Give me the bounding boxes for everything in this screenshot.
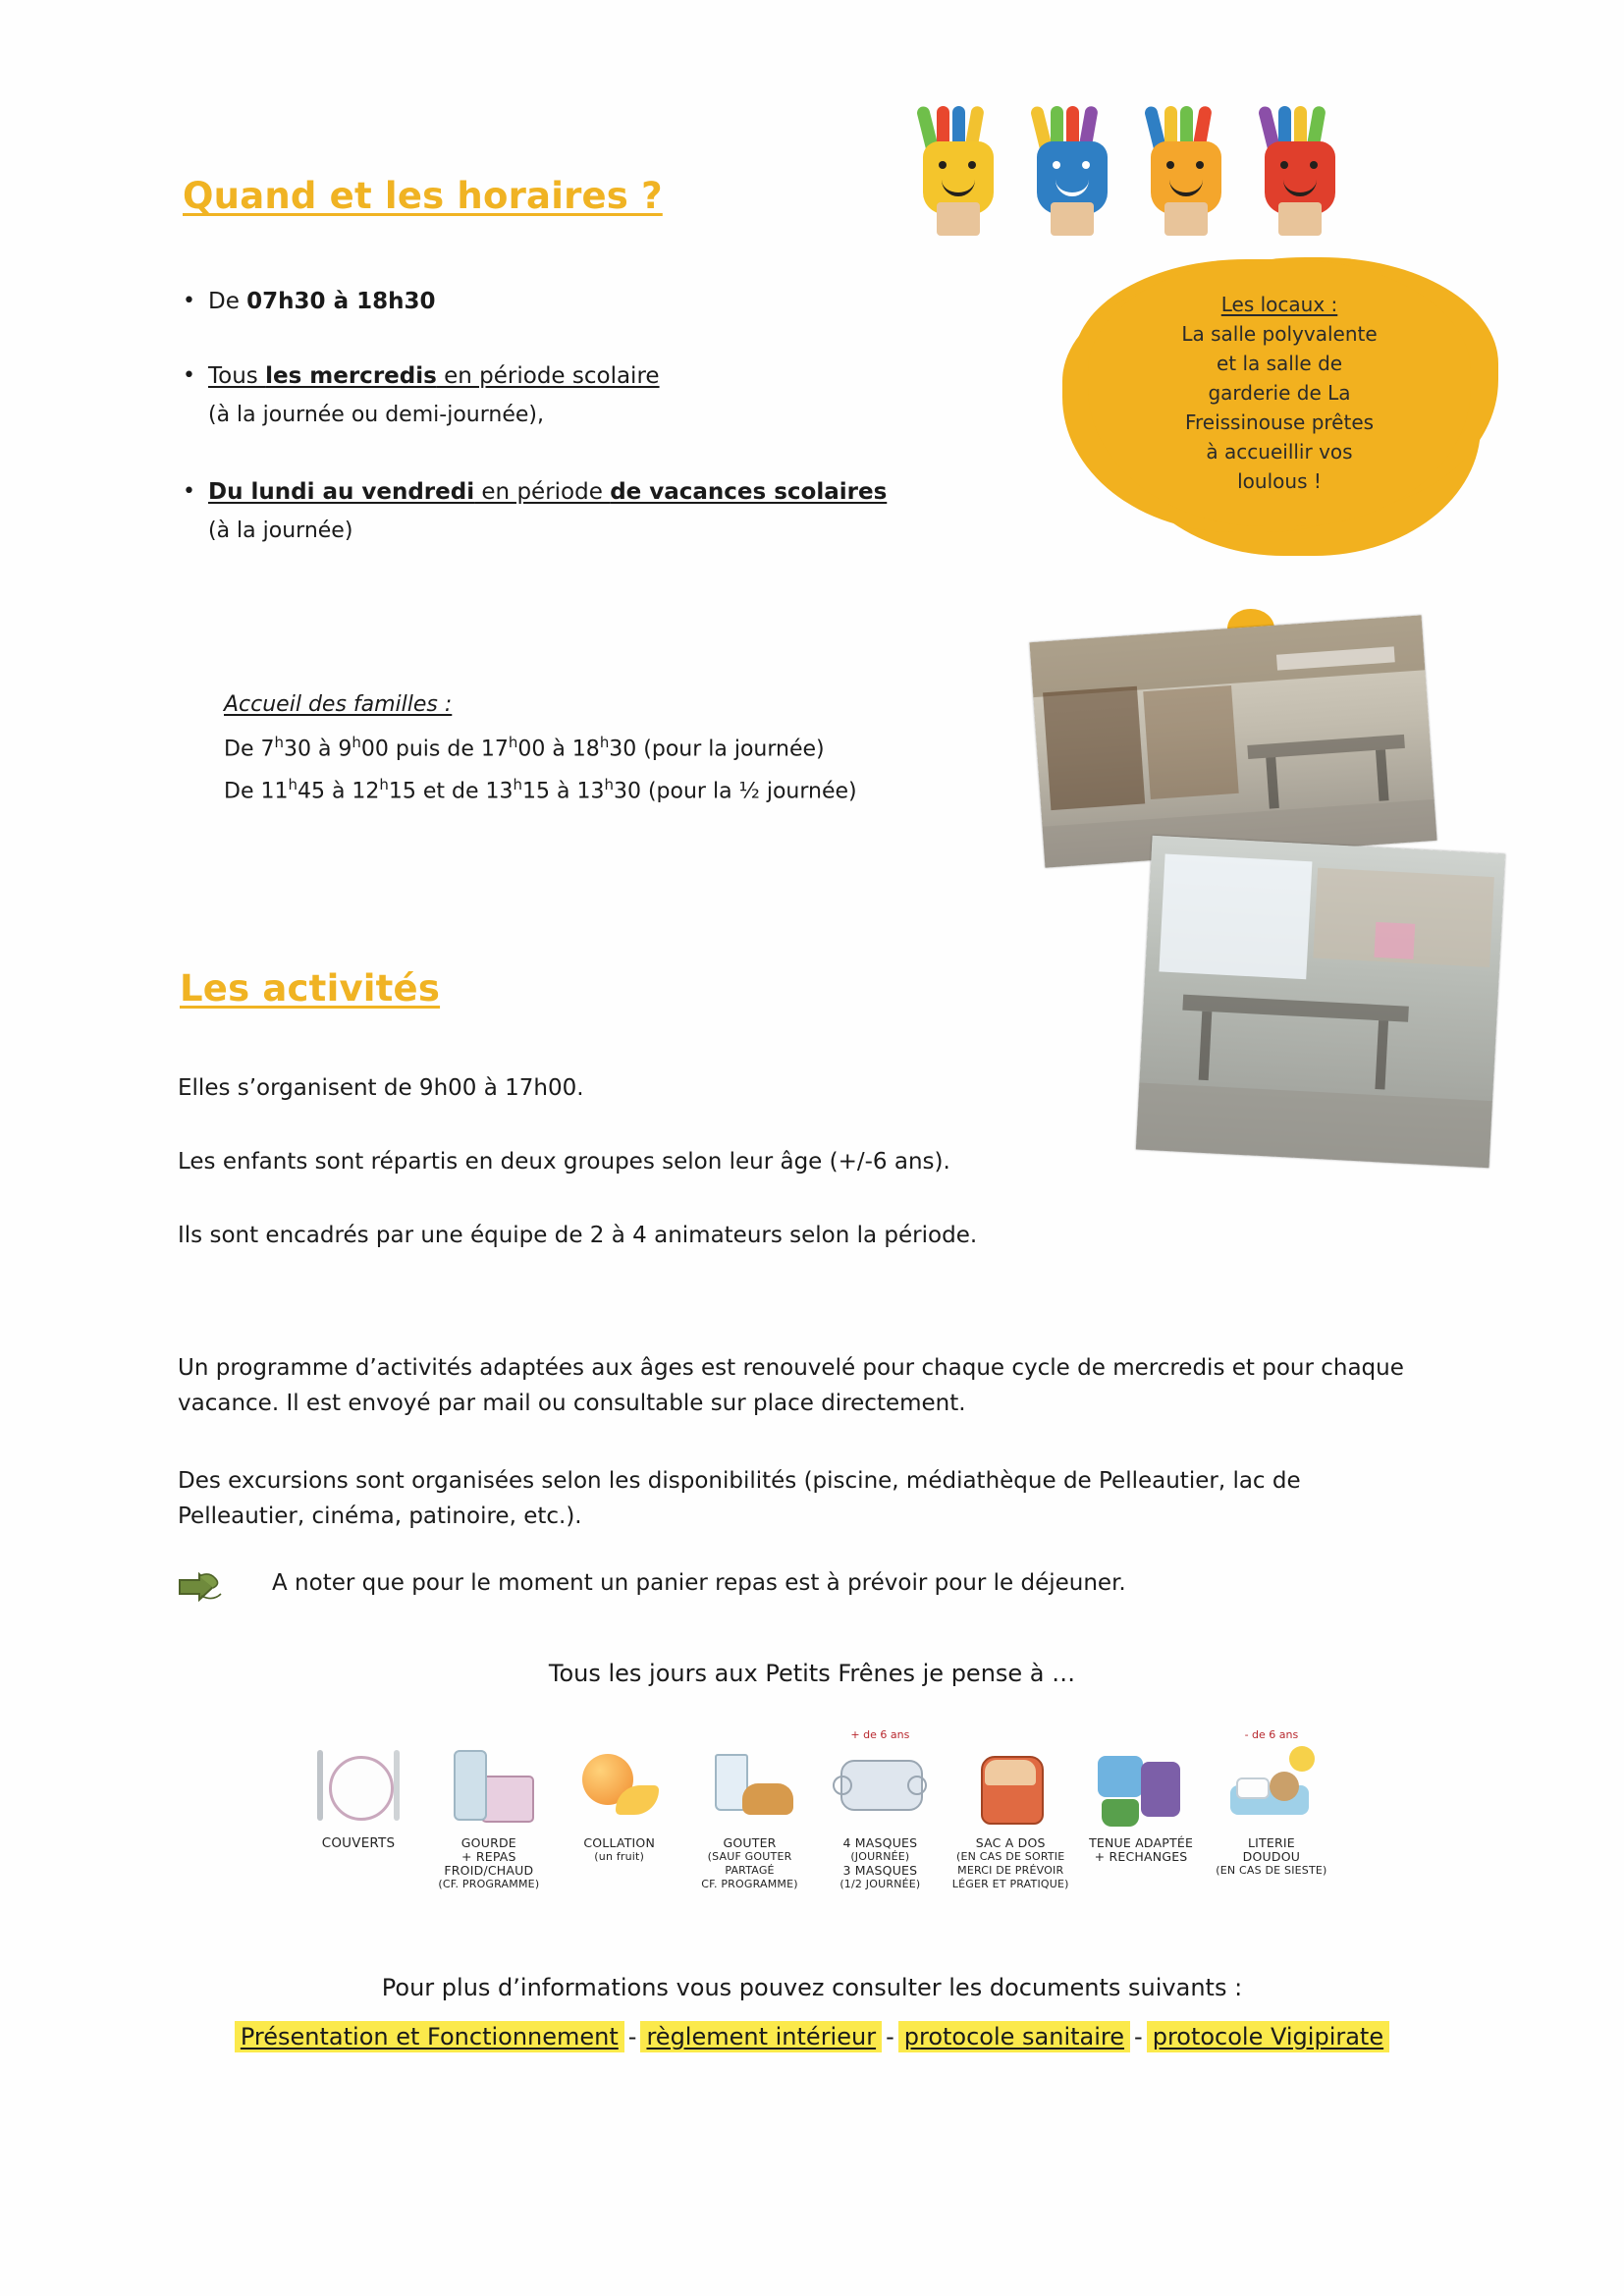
thought-bubble-locaux [1088,259,1471,526]
accueil-l2-h2: h [379,776,389,794]
activites-paragraph-3: Ils sont encadrés par une équipe de 2 à 4 animateurs selon la période. [178,1223,978,1248]
accueil-l2-h3: h [513,776,523,794]
picto-5-l3: MERCI DE PRÉVOIR [957,1864,1064,1877]
picto-1-l1: GOURDE [460,1835,516,1850]
checklist-item-literie-doudou [1208,1728,1335,1878]
picto-label-2 [583,1836,655,1864]
picto-0-l1: COUVERTS [321,1835,396,1851]
bullet-dot-icon: • [183,363,195,388]
link-protocole-sanitaire[interactable]: protocole sanitaire [898,2021,1130,2052]
clothing-icon [1094,1742,1188,1832]
bullet-text-1 [208,285,435,318]
picto-3-l2: (SAUF GOUTER [707,1850,792,1863]
bullet-2-strong: les mercredis [265,363,437,389]
backpack-icon [963,1742,1057,1832]
picto-label-7 [1216,1836,1326,1878]
picto-6-l1: TENUE ADAPTÉE [1089,1835,1194,1850]
activites-paragraph-4: Un programme d’activités adaptées aux âges est renouvelé pour chaque cycle de mercredis et pour chaque vacance. Il est envoyé par mail ou consultable sur place directement. [178,1355,1404,1416]
bubble-line-2: et la salle de [1216,352,1343,375]
bubble-line-5: à accueillir vos [1206,440,1353,464]
accueil-l2-a: De 11 [224,779,289,804]
accueil-line-1 [224,725,1029,767]
picto-1-l3: FROID/CHAUD [444,1863,534,1878]
bullet-3-strong: Du lundi au vendredi [208,479,475,505]
checklist-item-collation [556,1728,683,1864]
picto-2-l2: (un fruit) [594,1850,645,1863]
panier-repas-note-text: A noter que pour le moment un panier repas est à prévoir pour le déjeuner. [272,1570,1126,1596]
face-mask-icon [833,1742,927,1832]
checklist-item-gourde-repas [425,1728,553,1891]
horaires-bullet-list [183,285,998,554]
picto-label-5 [952,1836,1069,1891]
picto-label-4 [839,1836,920,1891]
checklist-item-couverts [295,1728,422,1850]
picto-1-l4: (CF. PROGRAMME) [438,1878,540,1890]
footer-links-row [0,2023,1624,2050]
bedding-icon [1224,1742,1319,1832]
link-reglement-interieur[interactable]: règlement intérieur [640,2021,882,2052]
picto-7-l2: DOUDOU [1242,1849,1301,1864]
activites-paragraph-1: Elles s’organisent de 9h00 à 17h00. [178,1075,584,1101]
bullet-1-strong: 07h30 à 18h30 [246,289,436,314]
picto-label-3 [701,1836,797,1891]
accueil-l2-b: 45 à 12 [297,779,380,804]
bullet-3-strong-2: de vacances scolaires [610,479,888,505]
bullet-3-sub: (à la journée) [208,519,353,543]
bullet-item-2 [183,359,998,432]
pointing-hand-icon [178,1570,235,1608]
accueil-l1-h3: h [508,734,518,751]
checklist-item-sac-a-dos [947,1728,1074,1891]
accueil-l1-e: 30 (pour la journée) [609,737,825,762]
picto-label-6 [1089,1836,1193,1864]
link-protocole-vigipirate[interactable]: protocole Vigipirate [1147,2021,1389,2052]
accueil-l2-e: 30 (pour la ½ journée) [613,779,857,804]
picto-note-4: + de 6 ans [850,1728,910,1741]
picto-4-l4: (1/2 JOURNÉE) [839,1878,921,1890]
bullet-item-3 [183,475,998,548]
bullet-2-suffix: en période scolaire [436,363,660,389]
picto-note-7: - de 6 ans [1244,1728,1299,1741]
bullet-dot-icon: • [183,289,195,313]
accueil-line-2 [224,767,1029,809]
photo-salle-polyvalente [1029,615,1436,867]
picto-5-l2: (EN CAS DE SORTIE [956,1850,1065,1863]
accueil-l2-d: 15 à 13 [522,779,605,804]
photo-salle-garderie [1136,836,1505,1168]
bullet-1-prefix: De [208,289,247,314]
activites-paragraph-2: Les enfants sont répartis en deux groupes selon leur âge (+/-6 ans). [178,1149,950,1175]
accueil-l1-d: 00 à 18 [517,737,600,762]
cutlery-icon [311,1742,406,1832]
accueil-l1-h2: h [352,734,361,751]
bubble-line-4: Freissinouse prêtes [1184,410,1375,434]
water-bottle-lunchbox-icon [442,1742,536,1832]
picto-2-l1: COLLATION [583,1835,656,1850]
bullet-3-middle: en période [474,479,611,505]
checklist-intro: Tous les jours aux Petits Frênes je pense à … [548,1660,1076,1687]
accueil-l1-h1: h [274,734,284,751]
bubble-line-3: garderie de La [1208,381,1351,405]
picto-3-l1: GOUTER [723,1835,777,1850]
accueil-l1-h4: h [599,734,610,751]
accueil-des-familles-block [224,692,1029,810]
accueil-l2-h4: h [604,776,614,794]
picto-4-l1: 4 MASQUES [842,1835,918,1850]
checklist-item-masques [816,1728,944,1891]
fruit-icon [572,1742,667,1832]
accueil-l2-h1: h [288,776,298,794]
picto-4-l3: 3 MASQUES [842,1863,918,1878]
snack-icon [703,1742,797,1832]
picto-4-l2: (JOURNÉE) [850,1850,910,1863]
bullet-item-1 [183,285,998,318]
picto-3-l4: CF. PROGRAMME) [701,1878,798,1890]
picto-label-1 [438,1836,539,1891]
bullet-text-2 [208,359,660,432]
picto-3-l3: PARTAGÉ [725,1864,775,1877]
picto-1-l2: + REPAS [461,1849,516,1864]
bubble-text [1088,259,1471,526]
link-presentation-fonctionnement[interactable]: Présentation et Fonctionnement [235,2021,624,2052]
picto-7-l1: LITERIE [1247,1835,1295,1850]
picto-5-l1: SAC A DOS [975,1835,1046,1850]
footer-intro: Pour plus d’informations vous pouvez consulter les documents suivants : [381,1974,1243,2001]
panier-repas-note [178,1566,1356,1608]
footer-separator-3: - [1134,2023,1143,2050]
footer-separator-2: - [886,2023,894,2050]
bullet-2-prefix: Tous [208,363,266,389]
checklist-item-gouter [686,1728,814,1891]
bubble-line-1: La salle polyvalente [1181,322,1378,346]
page-title-activites: Les activités [180,967,441,1010]
accueil-l1-c: 00 puis de 17 [360,737,509,762]
picto-5-l4: LÉGER ET PRATIQUE) [951,1878,1069,1890]
accueil-l2-c: 15 et de 13 [388,779,514,804]
checklist-pictogram-row [295,1728,1335,1891]
activites-paragraph-5: Des excursions sont organisées selon les disponibilités (piscine, médiathèque de Pelleautier, lac de Pelleautier, cinéma, patinoire, etc.). [178,1468,1301,1529]
painted-hands-photo [913,59,1434,236]
checklist-item-tenue-adaptee [1077,1728,1205,1864]
picto-6-l2: + RECHANGES [1094,1849,1188,1864]
picto-label-0 [322,1836,396,1850]
bullet-2-sub: (à la journée ou demi-journée), [208,403,544,427]
bubble-line-6: loulous ! [1237,469,1322,493]
bullet-text-3 [208,475,887,548]
bubble-heading: Les locaux : [1220,293,1338,316]
footer-separator-1: - [627,2023,637,2050]
accueil-l1-a: De 7 [224,737,275,762]
bullet-dot-icon: • [183,479,195,504]
picto-7-l3: (EN CAS DE SIESTE) [1216,1864,1327,1877]
accueil-l1-b: 30 à 9 [283,737,352,762]
page-title-horaires: Quand et les horaires ? [183,175,663,217]
accueil-title: Accueil des familles : [224,692,453,717]
